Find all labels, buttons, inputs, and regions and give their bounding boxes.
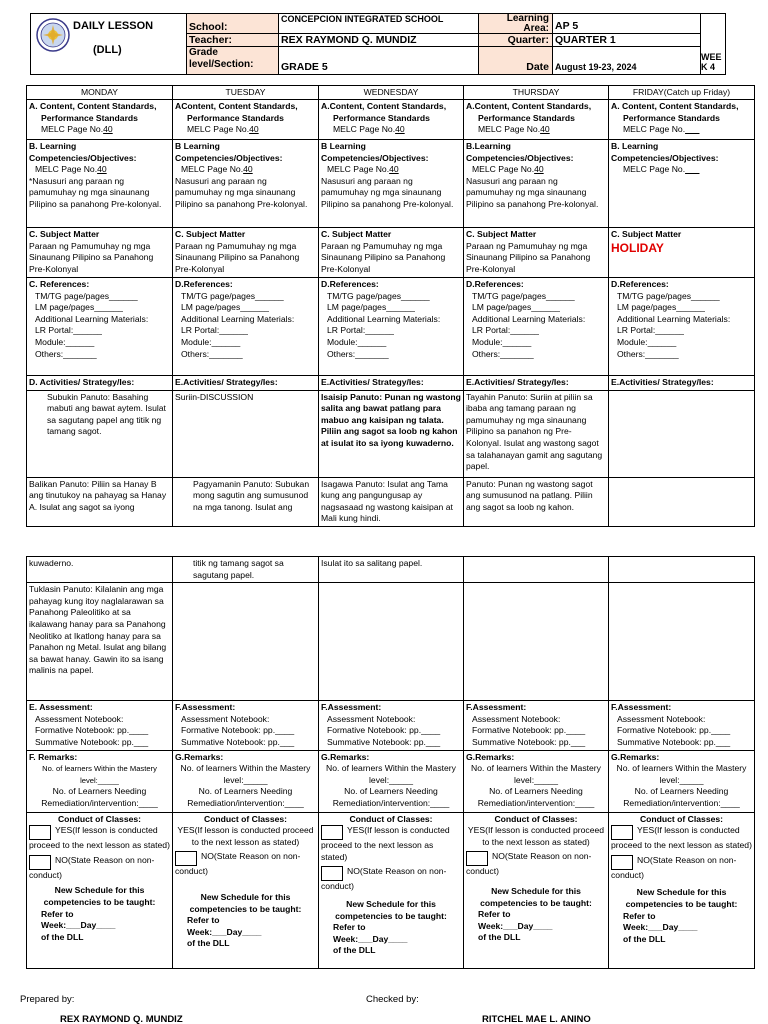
subject-matter-row xyxy=(27,228,755,278)
melc-num: 40 xyxy=(395,124,405,135)
week-day: Week:___Day____ xyxy=(41,920,116,931)
cont-tue: titik ng tamang sagot sa sagutang papel. xyxy=(173,557,319,583)
area-value: AP 5 xyxy=(553,14,701,34)
melc-blank: ___ xyxy=(685,164,700,175)
content-standards-row xyxy=(27,100,755,140)
melc-blank: ___ xyxy=(685,124,700,135)
assess-nb: Assessment Notebook: xyxy=(617,713,706,724)
ref-lm: LM page/pages______ xyxy=(35,302,123,313)
no-checkbox[interactable] xyxy=(175,851,197,866)
assess-nb: Assessment Notebook: xyxy=(327,713,416,724)
ref-module: Module:______ xyxy=(472,336,532,347)
teacher-value: REX RAYMOND Q. MUNDIZ xyxy=(279,34,479,47)
ref-lr: LR Portal:______ xyxy=(327,325,394,336)
holiday-label: HOLIDAY xyxy=(611,240,664,255)
a-sub: Performance Standards xyxy=(623,112,720,123)
e-title-wed: E.Activities/ Strategy/Ies: xyxy=(319,376,464,391)
a-sub: Performance Standards xyxy=(478,112,575,123)
assess-thu xyxy=(464,701,609,750)
conduct-title: Conduct of Classes: xyxy=(203,813,288,824)
assess-summative: Summative Notebook: pp.___ xyxy=(472,736,586,747)
act2-wed: Isagawa Panuto: Isulat ang Tama kung ang pangungusap ay nagsasaad ng wastong kaisipan at Mali kung hindi. xyxy=(319,477,464,526)
rem-mastery: No. of learners Within the Mastery level:_____ xyxy=(42,764,157,785)
week-value: WEE K 4 xyxy=(701,52,722,72)
d-title: D.References: xyxy=(175,279,233,289)
assessment-row xyxy=(27,701,755,750)
act2-mon: Balikan Panuto: Piliin sa Hanay B ang tinutukoy na pahayag sa Hanay A. Isulat ang sagot sa iyong xyxy=(27,477,173,526)
yes-checkbox[interactable] xyxy=(611,825,633,840)
rem-mastery: No. of learners Within the Mastery level:_____ xyxy=(180,763,311,785)
cell-c-fri xyxy=(609,228,755,278)
ref-module: Module:______ xyxy=(617,336,677,347)
cell-d-mon xyxy=(27,278,173,376)
day-monday: MONDAY xyxy=(27,86,173,100)
activity3-row xyxy=(27,583,755,701)
assess-formative: Formative Notebook: pp.____ xyxy=(617,725,731,736)
c-title: C. Subject Matter xyxy=(29,229,100,239)
melc-num: 40 xyxy=(103,124,113,135)
cell-d-thu xyxy=(464,278,609,376)
rem-needing: No. of Learners Needing Remediation/intervention:____ xyxy=(477,786,595,808)
melc-label: MELC Page No. xyxy=(327,164,390,175)
d-title: C. References: xyxy=(29,279,90,289)
a-sub: Performance Standards xyxy=(333,112,430,123)
cell-d-fri xyxy=(609,278,755,376)
act3-wed xyxy=(319,583,464,701)
act2-fri xyxy=(609,477,755,526)
ref-add: Additional Learning Materials: xyxy=(617,313,731,324)
ref-lm: LM page/pages______ xyxy=(617,302,705,313)
a-title: AContent, Content Standards, xyxy=(175,101,298,111)
ref-others: Others:_______ xyxy=(327,348,389,359)
conduct-title: Conduct of Classes: xyxy=(349,813,433,824)
assess-fri xyxy=(609,701,755,750)
conduct-title: Conduct of Classes: xyxy=(494,813,578,824)
melc-label: MELC Page No. xyxy=(41,124,104,135)
grade-value: GRADE 5 xyxy=(279,47,479,74)
day-tuesday: TUESDAY xyxy=(173,86,319,100)
melc-num: 40 xyxy=(389,164,399,175)
objective-text: Nasusuri ang paraan ng pamumuhay ng mga sinaunang Pilipino sa panahong Pre-kolonyal. xyxy=(321,175,454,209)
refer-to: Refer to xyxy=(333,922,366,933)
grade-label: Grade level/Section: xyxy=(187,47,279,74)
rem-mastery: No. of learners Within the Mastery level:_____ xyxy=(326,763,456,785)
no-text: NO(State Reason on non-conduct) xyxy=(175,851,301,877)
new-sched: New Schedule for this competencies to be taught: xyxy=(189,891,302,914)
melc-num: 40 xyxy=(534,164,544,175)
assess-formative: Formative Notebook: pp.____ xyxy=(181,725,295,736)
yes-checkbox[interactable] xyxy=(29,825,51,840)
remarks-mon xyxy=(27,750,173,812)
ref-tm: TM/TG page/pages______ xyxy=(617,290,720,301)
melc-label: MELC Page No. xyxy=(187,124,250,135)
cell-c-mon xyxy=(27,228,173,278)
rem-needing: No. of Learners Needing Remediation/intervention:____ xyxy=(332,786,450,808)
cell-b-tue xyxy=(173,140,319,228)
teacher-label: Teacher: xyxy=(187,34,279,47)
new-sched: New Schedule for this competencies to be taught: xyxy=(480,885,592,908)
cell-b-wed xyxy=(319,140,464,228)
refer-to: Refer to xyxy=(187,915,220,926)
of-dll: of the DLL xyxy=(333,945,376,956)
yes-text: YES(If lesson is conducted proceed to the next lesson as stated) xyxy=(321,825,450,862)
dll-table-page1 xyxy=(26,85,755,527)
b-title: B Learning xyxy=(175,141,220,151)
cont-wed: Isulat ito sa salitang papel. xyxy=(319,557,464,583)
dll-subtitle: (DLL) xyxy=(93,44,122,56)
c-title: C. Subject Matter xyxy=(611,229,682,239)
yes-checkbox[interactable] xyxy=(321,825,343,840)
ref-module: Module:______ xyxy=(327,336,387,347)
cell-b-mon xyxy=(27,140,173,228)
activity1-row xyxy=(27,390,755,477)
b-title: B Learning xyxy=(321,141,366,151)
c-title: C. Subject Matter xyxy=(321,229,392,239)
melc-num: 40 xyxy=(243,164,253,175)
subject-matter-text: Paraan ng Pamumuhay ng mga Sinaunang Pilipino sa Panahong Pre-Kolonyal xyxy=(175,240,300,274)
d-title: D.References: xyxy=(321,279,379,289)
a-title: A.Content, Content Standards, xyxy=(321,101,447,111)
rem-mastery: No. of learners Within the Mastery level:_____ xyxy=(616,763,747,785)
melc-label: MELC Page No. xyxy=(35,164,98,175)
new-sched: New Schedule for this competencies to be taught: xyxy=(625,887,738,909)
e-title-fri: E.Activities/ Strategy/Ies: xyxy=(609,376,755,391)
refer-to: Refer to xyxy=(623,910,656,921)
ref-tm: TM/TG page/pages______ xyxy=(35,290,138,301)
ref-add: Additional Learning Materials: xyxy=(327,313,441,324)
conduct-row xyxy=(27,812,755,968)
b-sub: Competencies/Objectives: xyxy=(175,152,283,163)
cell-a-mon xyxy=(27,100,173,140)
day-friday: FRIDAY(Catch up Friday) xyxy=(609,86,755,100)
act3-mon: Tuklasin Panuto: Kilalanin ang mga pahayag kung itoy naglalarawan sa Panahong Paleolitiko at sa ikalawang hanay para sa Panahong Neolitiko at Ikatlong hanay para sa Panahon ng Metal. Isulat ang bilang sa bawat hanay. Gawin ito sa isang malinis na papel. xyxy=(27,583,173,701)
assess-formative: Formative Notebook: pp.____ xyxy=(327,725,441,736)
e-title-thu: E.Activities/ Strategy/Ies: xyxy=(464,376,609,391)
dll-header xyxy=(30,13,726,75)
references-row xyxy=(27,278,755,376)
b-sub: Competencies/Objectives: xyxy=(321,152,429,163)
assess-mon xyxy=(27,701,173,750)
cell-a-fri xyxy=(609,100,755,140)
remarks-title: F. Remarks: xyxy=(29,751,78,762)
ref-tm: TM/TG page/pages______ xyxy=(472,290,575,301)
ref-add: Additional Learning Materials: xyxy=(472,313,586,324)
act2-tue: Pagyamanin Panuto: Subukan mong sagutin ang sumusunod na mga tanong. Isulat ang xyxy=(173,477,319,526)
prepared-by-label: Prepared by: xyxy=(20,994,75,1005)
rem-needing: No. of Learners Needing Remediation/intervention:____ xyxy=(623,786,740,808)
date-value: August 19-23, 2024 xyxy=(553,47,701,74)
ref-lm: LM page/pages______ xyxy=(327,302,415,313)
a-sub: Performance Standards xyxy=(41,112,138,123)
refer-to: Refer to xyxy=(478,909,511,920)
remarks-title: G.Remarks: xyxy=(466,751,515,762)
yes-text: YES(If lesson is conducted proceed to the next lesson as stated) xyxy=(177,825,314,847)
assess-nb: Assessment Notebook: xyxy=(181,713,270,724)
assess-summative: Summative Notebook: pp.___ xyxy=(327,736,441,747)
conduct-wed xyxy=(319,812,464,968)
remarks-wed xyxy=(319,750,464,812)
ref-lm: LM page/pages______ xyxy=(181,302,269,313)
dll-title: DAILY LESSON xyxy=(73,20,154,32)
week-day: Week:___Day____ xyxy=(187,926,262,937)
act1-tue: Suriin-DISCUSSION xyxy=(173,390,319,477)
conduct-title: Conduct of Classes: xyxy=(639,813,724,824)
assess-summative: Summative Notebook: pp.___ xyxy=(181,736,295,747)
melc-num: 40 xyxy=(540,124,550,135)
assess-title: F.Assessment: xyxy=(321,702,382,713)
cont-fri xyxy=(609,557,755,583)
ref-lm: LM page/pages______ xyxy=(472,302,560,313)
date-label: Date xyxy=(479,47,553,74)
school-label: School: xyxy=(187,14,279,34)
ref-others: Others:_______ xyxy=(181,348,243,359)
yes-text: YES(If lesson is conducted proceed to the next lesson as stated) xyxy=(467,825,605,847)
week-day: Week:___Day____ xyxy=(333,933,408,944)
conduct-title: Conduct of Classes: xyxy=(57,813,142,824)
ref-module: Module:______ xyxy=(35,336,95,347)
day-header-row xyxy=(27,86,755,100)
a-title: A. Content, Content Standards, xyxy=(29,101,157,111)
checker-name: RITCHEL MAE L. ANINO xyxy=(482,1014,591,1024)
cell-c-wed xyxy=(319,228,464,278)
melc-label: MELC Page No. xyxy=(623,164,686,175)
ref-others: Others:_______ xyxy=(35,348,97,359)
area-label: Learning Area: xyxy=(479,14,553,34)
activity2-continued-row xyxy=(27,557,755,583)
no-checkbox[interactable] xyxy=(611,855,633,870)
d-title: D.References: xyxy=(611,279,669,289)
e-title-mon: D. Activities/ Strategy/Ies: xyxy=(27,376,173,391)
cell-c-thu xyxy=(464,228,609,278)
cont-mon: kuwaderno. xyxy=(27,557,173,583)
melc-label: MELC Page No. xyxy=(478,124,541,135)
e-title-tue: E.Activities/ Strategy/Ies: xyxy=(173,376,319,391)
preparer-name: REX RAYMOND Q. MUNDIZ xyxy=(60,1014,183,1024)
of-dll: of the DLL xyxy=(478,932,521,943)
b-sub: Competencies/Objectives: xyxy=(466,152,574,163)
assess-nb: Assessment Notebook: xyxy=(472,713,561,724)
activities-title-row xyxy=(27,376,755,391)
no-checkbox[interactable] xyxy=(321,866,343,881)
cell-a-thu xyxy=(464,100,609,140)
act3-thu xyxy=(464,583,609,701)
cell-d-wed xyxy=(319,278,464,376)
melc-label: MELC Page No. xyxy=(181,164,244,175)
ref-others: Others:_______ xyxy=(617,348,679,359)
melc-num: 40 xyxy=(249,124,259,135)
b-sub: Competencies/Objectives: xyxy=(611,152,719,163)
melc-label: MELC Page No. xyxy=(623,124,686,135)
rem-needing: No. of Learners Needing Remediation/intervention:____ xyxy=(187,786,304,808)
a-sub: Performance Standards xyxy=(187,112,284,123)
cell-b-fri xyxy=(609,140,755,228)
subject-matter-text: Paraan ng Pamumuhay ng mga Sinaunang Pilipino sa Panahong Pre-Kolonyal xyxy=(29,240,154,274)
of-dll: of the DLL xyxy=(623,933,666,944)
ref-lr: LR Portal:______ xyxy=(472,325,539,336)
subject-matter-text: Paraan ng Pamumuhay ng mga Sinaunang Pilipino sa Panahong Pre-Kolonyal xyxy=(466,240,591,274)
no-text: NO(State Reason on non-conduct) xyxy=(466,851,592,877)
remarks-row xyxy=(27,750,755,812)
objective-text: *Nasusuri ang paraan ng pamumuhay ng mga sinaunang Pilipino sa panahong Pre-kolonyal. xyxy=(29,175,162,209)
school-value: CONCEPCION INTEGRATED SCHOOL xyxy=(279,14,479,34)
quarter-value: QUARTER 1 xyxy=(553,34,701,47)
rem-needing: No. of Learners Needing Remediation/intervention:____ xyxy=(41,786,158,808)
melc-label: MELC Page No. xyxy=(472,164,535,175)
checked-by-label: Checked by: xyxy=(366,994,419,1005)
d-title: D.References: xyxy=(466,279,524,289)
activity2-row xyxy=(27,477,755,526)
act1-mon: Subukin Panuto: Basahing mabuti ang bawat aytem. Isulat sa sagutang papel ang titik ng tamang sagot. xyxy=(27,390,173,477)
ref-tm: TM/TG page/pages______ xyxy=(181,290,284,301)
remarks-title: G.Remarks: xyxy=(175,751,224,762)
conduct-fri xyxy=(609,812,755,968)
day-wednesday: WEDNESDAY xyxy=(319,86,464,100)
conduct-mon xyxy=(27,812,173,968)
week-day: Week:___Day____ xyxy=(478,920,553,931)
assess-summative: Summative Notebook: pp.___ xyxy=(35,736,149,747)
assess-wed xyxy=(319,701,464,750)
conduct-thu xyxy=(464,812,609,968)
remarks-fri xyxy=(609,750,755,812)
remarks-thu xyxy=(464,750,609,812)
quarter-label: Quarter: xyxy=(479,34,553,47)
act1-fri xyxy=(609,390,755,477)
act1-thu: Tayahin Panuto: Suriin at piliin sa ibaba ang tamang paraan ng pamumuhay ng mga sinaunang Pilipino sa panahon ng Pre-Kolonyal. Isulat ang wastong sagot sa talahanayan gamit ang sagutang papel. xyxy=(464,390,609,477)
remarks-title: G.Remarks: xyxy=(321,751,370,762)
ref-lr: LR Portal:______ xyxy=(181,325,248,336)
assess-summative: Summative Notebook: pp.___ xyxy=(617,736,731,747)
c-title: C. Subject Matter xyxy=(175,229,246,239)
week-day: Week:___Day____ xyxy=(623,922,698,933)
c-title: C. Subject Matter xyxy=(466,229,537,239)
ref-add: Additional Learning Materials: xyxy=(181,313,295,324)
melc-label: MELC Page No. xyxy=(333,124,396,135)
assess-title: F.Assessment: xyxy=(175,702,236,713)
conduct-tue xyxy=(173,812,319,968)
cell-a-wed xyxy=(319,100,464,140)
cell-d-tue xyxy=(173,278,319,376)
ref-lr: LR Portal:______ xyxy=(35,325,102,336)
yes-text: YES(If lesson is conducted proceed to the next lesson as stated) xyxy=(29,825,170,851)
a-title: A.Content, Content Standards, xyxy=(466,101,592,111)
assess-nb: Assessment Notebook: xyxy=(35,713,124,724)
cell-b-thu xyxy=(464,140,609,228)
no-checkbox[interactable] xyxy=(29,855,51,870)
objective-text: Nasusuri ang paraan ng pamumuhay ng mga sinaunang Pilipino sa panahong Pre-kolonyal. xyxy=(175,175,308,209)
assess-title: E. Assessment: xyxy=(29,702,93,713)
no-text: NO(State Reason on non-conduct) xyxy=(321,866,447,892)
act3-tue xyxy=(173,583,319,701)
melc-num: 40 xyxy=(97,164,107,175)
cont-thu xyxy=(464,557,609,583)
logo-cell xyxy=(31,14,187,74)
ref-module: Module:______ xyxy=(181,336,241,347)
ref-lr: LR Portal:______ xyxy=(617,325,684,336)
assess-formative: Formative Notebook: pp.____ xyxy=(35,725,149,736)
b-title: B. Learning xyxy=(611,141,659,151)
act1-wed: Isaisip Panuto: Punan ng wastong salita ang bawat patlang para mabuo ang kaisipan ng talata. Piliin ang sagot sa loob ng kahon at isulat ito sa iyong kuwaderno. xyxy=(319,390,464,477)
assess-title: F.Assessment: xyxy=(611,702,672,713)
ref-tm: TM/TG page/pages______ xyxy=(327,290,430,301)
rem-mastery: No. of learners Within the Mastery level:_____ xyxy=(471,763,601,785)
day-thursday: THURSDAY xyxy=(464,86,609,100)
no-text: NO(State Reason on non-conduct) xyxy=(29,854,155,880)
new-sched: New Schedule for this competencies to be taught: xyxy=(335,898,447,921)
objective-text: Nasusuri ang paraan ng pamumuhay ng mga sinaunang Pilipino sa panahong Pre-kolonyal. xyxy=(466,175,599,209)
learning-competencies-row xyxy=(27,140,755,228)
b-title: B.Learning xyxy=(466,141,511,151)
of-dll: of the DLL xyxy=(41,931,84,942)
cell-a-tue xyxy=(173,100,319,140)
no-text: NO(State Reason on non-conduct) xyxy=(611,854,737,880)
new-sched: New Schedule for this competencies to be taught: xyxy=(43,885,156,907)
cell-c-tue xyxy=(173,228,319,278)
of-dll: of the DLL xyxy=(187,938,230,949)
remarks-tue xyxy=(173,750,319,812)
yes-text: YES(If lesson is conducted proceed to the next lesson as stated) xyxy=(611,825,752,851)
subject-matter-text: Paraan ng Pamumuhay ng mga Sinaunang Pilipino sa Panahong Pre-Kolonyal xyxy=(321,240,446,274)
act2-thu: Panuto: Punan ng wastong sagot ang sumusunod na patlang. Piliin ang sagot sa loob ng kahon. xyxy=(464,477,609,526)
ref-others: Others:_______ xyxy=(472,348,534,359)
b-sub: Competencies/Objectives: xyxy=(29,152,137,163)
ref-add: Additional Learning Materials: xyxy=(35,313,149,324)
refer-to: Refer to xyxy=(41,908,74,919)
no-checkbox[interactable] xyxy=(466,851,488,866)
dll-table-page2 xyxy=(26,556,755,969)
a-title: A. Content, Content Standards, xyxy=(611,101,739,111)
act3-fri xyxy=(609,583,755,701)
assess-formative: Formative Notebook: pp.____ xyxy=(472,725,586,736)
assess-title: F.Assessment: xyxy=(466,702,527,713)
b-title: B. Learning xyxy=(29,141,77,151)
remarks-title: G.Remarks: xyxy=(611,751,660,762)
deped-seal-icon xyxy=(36,18,70,52)
assess-tue xyxy=(173,701,319,750)
